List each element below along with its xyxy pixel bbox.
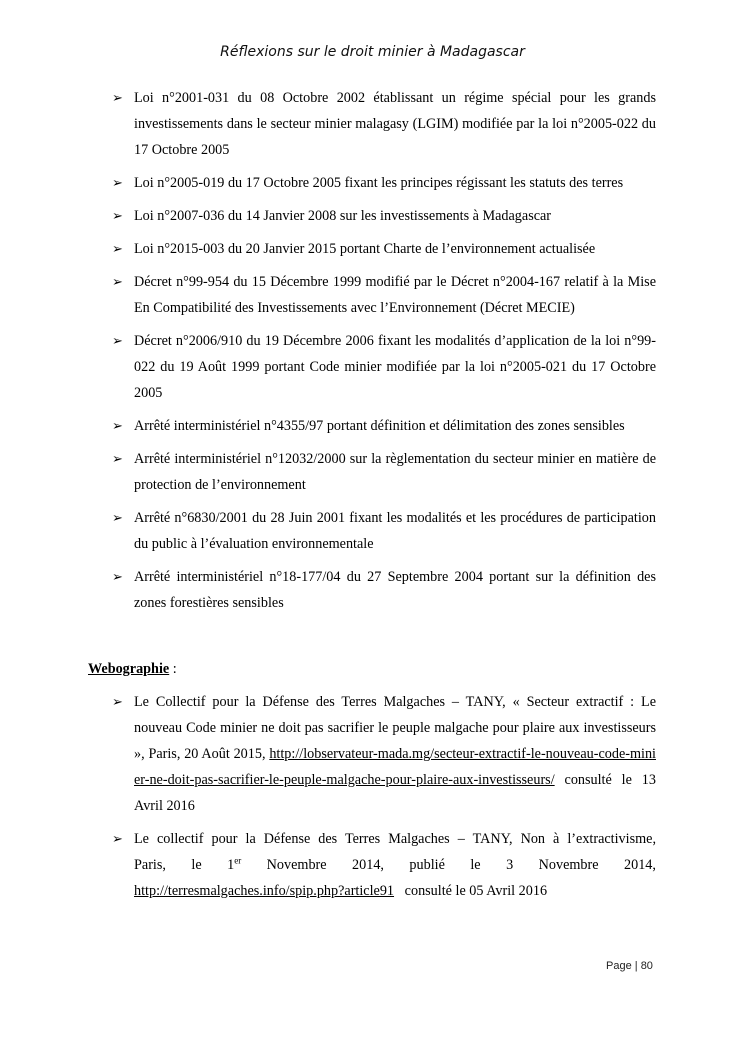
arrow-bullet-icon: ➢ xyxy=(112,333,123,348)
list-item: ➢ Loi n°2001-031 du 08 Octobre 2002 établissant un régime spécial pour les grands investissements dans le secteur minier malagasy (LGIM) modifiée par la loi n°2005-022 du 17 Octobre 2005 xyxy=(112,85,656,163)
list-item: ➢ Arrêté interministériel n°18-177/04 du 27 Septembre 2004 portant sur la définition des zones forestières sensibles xyxy=(112,564,656,616)
list-item: ➢ Loi n°2005-019 du 17 Octobre 2005 fixant les principes régissant les statuts des terres xyxy=(112,170,656,196)
arrow-bullet-icon: ➢ xyxy=(112,274,123,289)
arrow-bullet-icon: ➢ xyxy=(112,451,123,466)
arrow-bullet-icon: ➢ xyxy=(112,90,123,105)
arrow-bullet-icon: ➢ xyxy=(112,569,123,584)
webographie-heading: Webographie : xyxy=(88,661,177,677)
arrow-bullet-icon: ➢ xyxy=(112,208,123,223)
arrow-bullet-icon: ➢ xyxy=(112,694,123,709)
justified-line: Paris, le 1er Novembre 2014, publié le 3 Novembre 2014, xyxy=(134,855,656,873)
list-item: ➢ Le Collectif pour la Défense des Terres Malgaches – TANY, « Secteur extractif : Le nouveau Code minier ne doit pas sacrifier le peuple malgache pour plaire aux investisseurs », Paris, 20 Août 2015, http://lobservateur-mada.mg/secteur-extractif-le-nouveau-code-minier-ne-doit-pas-sacrifier-le-peuple-malgache-pour-plaire-aux-investisseurs/ consulté le 13 Avril 2016 xyxy=(112,689,656,819)
arrow-bullet-icon: ➢ xyxy=(112,175,123,190)
arrow-bullet-icon: ➢ xyxy=(112,418,123,433)
webographie-list xyxy=(112,689,656,911)
list-item: ➢ Arrêté n°6830/2001 du 28 Juin 2001 fixant les modalités et les procédures de participation du public à l’évaluation environnementale xyxy=(112,505,656,557)
list-item: ➢ Arrêté interministériel n°4355/97 portant définition et délimitation des zones sensibles xyxy=(112,413,656,439)
lobservateur-link[interactable]: http://lobservateur-mada.mg/secteur-extractif-le-nouveau-code-minier-ne-doit-pas-sacrifier-le-peuple-malgache-pour-plaire-aux-investisseurs/ xyxy=(134,746,656,788)
list-item: ➢ Loi n°2015-003 du 20 Janvier 2015 portant Charte de l’environnement actualisée xyxy=(112,236,656,262)
page-header-title: Réflexions sur le droit minier à Madagascar xyxy=(220,44,525,60)
page-number: Page | 80 xyxy=(606,960,653,972)
list-item: ➢ Décret n°99-954 du 15 Décembre 1999 modifié par le Décret n°2004-167 relatif à la Mise En Compatibilité des Investissements avec l’Environnement (Décret MECIE) xyxy=(112,269,656,321)
arrow-bullet-icon: ➢ xyxy=(112,241,123,256)
list-item: ➢ Décret n°2006/910 du 19 Décembre 2006 fixant les modalités d’application de la loi n°99-022 du 19 Août 1999 portant Code minier modifiée par la loi n°2005-021 du 17 Octobre 2005 xyxy=(112,328,656,406)
arrow-bullet-icon: ➢ xyxy=(112,510,123,525)
arrow-bullet-icon: ➢ xyxy=(112,831,123,846)
list-item: ➢ Le collectif pour la Défense des Terres Malgaches – TANY, Non à l’extractivisme, Paris, le 1er Novembre 2014, publié le 3 Novembre 2014, http://terresmalgaches.info/spip.php?article91 consulté le 05 Avril 2016 xyxy=(112,826,656,904)
terresmalgaches-link[interactable]: http://terresmalgaches.info/spip.php?article91 xyxy=(134,883,395,899)
list-item: ➢ Loi n°2007-036 du 14 Janvier 2008 sur les investissements à Madagascar xyxy=(112,203,656,229)
list-item: ➢ Arrêté interministériel n°12032/2000 sur la règlementation du secteur minier en matière de protection de l’environnement xyxy=(112,446,656,498)
laws-list xyxy=(112,85,656,623)
